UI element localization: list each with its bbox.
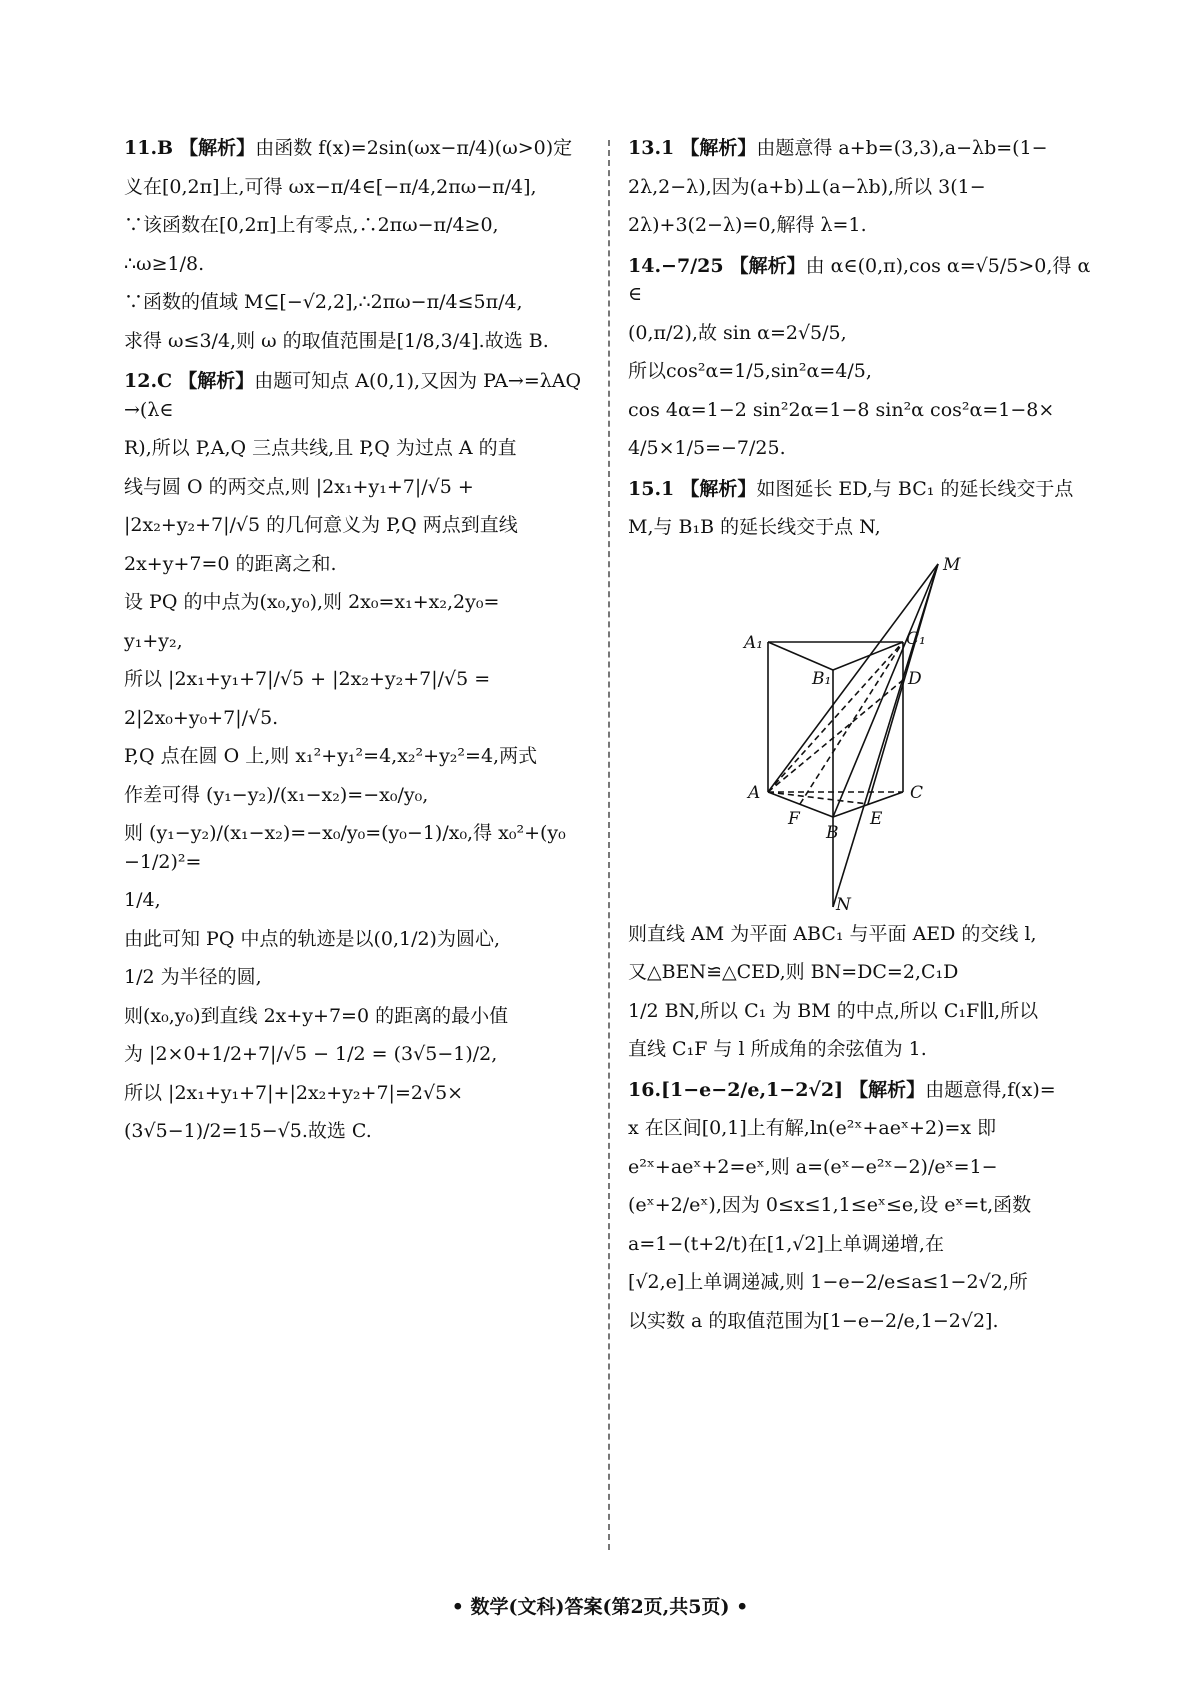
analysis-tag: 【解析】 bbox=[680, 137, 757, 159]
text-line: 由函数 f(x)=2sin(ωx−π/4)(ω>0)定 bbox=[255, 137, 573, 159]
text-line: 则 (y₁−y₂)/(x₁−x₂)=−x₀/y₀=(y₀−1)/x₀,得 x₀²+(y₀−1/2)²= bbox=[124, 822, 566, 873]
label-b: B bbox=[826, 822, 839, 843]
right-column bbox=[628, 128, 1098, 1347]
text-line: 由 α∈(0,π),cos α=√5/5>0,得 α∈ bbox=[628, 254, 1091, 305]
line-f-c1 bbox=[800, 642, 903, 804]
question-number: 15.1 bbox=[628, 477, 675, 500]
text-line: 作差可得 (y₁−y₂)/(x₁−x₂)=−x₀/y₀, bbox=[124, 783, 429, 806]
text-line: 2x+y+7=0 的距离之和. bbox=[124, 552, 337, 575]
text-line: 所以 |2x₁+y₁+7|+|2x₂+y₂+7|=2√5× bbox=[124, 1081, 464, 1104]
line-b-m bbox=[833, 564, 938, 817]
label-n: N bbox=[836, 894, 851, 912]
label-d: D bbox=[908, 668, 922, 689]
question-13 bbox=[628, 134, 1098, 240]
left-column bbox=[124, 128, 594, 1158]
text-line: ∴ω≥1/8. bbox=[124, 252, 205, 275]
text-line: 2λ)+3(2−λ)=0,解得 λ=1. bbox=[628, 214, 867, 236]
text-line: cos 4α=1−2 sin²2α=1−8 sin²α cos²α=1−8× bbox=[628, 398, 1055, 421]
analysis-tag: 【解析】 bbox=[680, 477, 757, 500]
label-e: E bbox=[870, 808, 883, 829]
edge-a1-b1 bbox=[768, 642, 833, 670]
label-m: M bbox=[943, 554, 961, 575]
text-line: 又△BEN≌△CED,则 BN=DC=2,C₁D bbox=[628, 961, 959, 983]
label-f: F bbox=[788, 808, 800, 829]
text-line: 则(x₀,y₀)到直线 2x+y+7=0 的距离的最小值 bbox=[124, 1004, 509, 1027]
analysis-tag: 【解析】 bbox=[179, 137, 256, 159]
page-footer: • 数学(文科)答案(第2页,共5页) • bbox=[451, 1596, 749, 1618]
text-line: 1/2 为半径的圆, bbox=[124, 966, 262, 988]
text-line: 所以 |2x₁+y₁+7|/√5 + |2x₂+y₂+7|/√5 = bbox=[124, 668, 491, 690]
text-line: 直线 C₁F 与 l 所成角的余弦值为 1. bbox=[628, 1038, 927, 1060]
text-line: a=1−(t+2/t)在[1,√2]上单调递增,在 bbox=[628, 1232, 944, 1255]
text-line: (eˣ+2/eˣ),因为 0≤x≤1,1≤eˣ≤e,设 eˣ=t,函数 bbox=[628, 1194, 1032, 1216]
label-c: C bbox=[910, 782, 924, 803]
text-line: 由题意得 a+b=(3,3),a−λb=(1− bbox=[756, 137, 1048, 159]
text-line: R),所以 P,A,Q 三点共线,且 P,Q 为过点 A 的直 bbox=[124, 437, 517, 459]
text-line: y₁+y₂, bbox=[124, 629, 183, 652]
text-line: P,Q 点在圆 O 上,则 x₁²+y₁²=4,x₂²+y₂²=4,两式 bbox=[124, 745, 538, 767]
text-line: 如图延长 ED,与 BC₁ 的延长线交于点 bbox=[756, 477, 1074, 500]
text-line: 2|2x₀+y₀+7|/√5. bbox=[124, 706, 279, 729]
question-16 bbox=[628, 1076, 1098, 1336]
text-line: [√2,e]上单调递减,则 1−e−2/e≤a≤1−2√2,所 bbox=[628, 1271, 1028, 1293]
text-line: 设 PQ 的中点为(x₀,y₀),则 2x₀=x₁+x₂,2y₀= bbox=[124, 591, 500, 613]
text-line: 由题意得,f(x)= bbox=[925, 1078, 1056, 1101]
question-number: 12.C bbox=[124, 370, 173, 392]
text-line: 线与圆 O 的两交点,则 |2x₁+y₁+7|/√5 + bbox=[124, 475, 474, 498]
text-line: 所以cos²α=1/5,sin²α=4/5, bbox=[628, 360, 872, 382]
text-line: 1/2 BN,所以 C₁ 为 BM 的中点,所以 C₁F∥l,所以 bbox=[628, 999, 1039, 1022]
question-12 bbox=[124, 367, 594, 1146]
text-line: 求得 ω≤3/4,则 ω 的取值范围是[1/8,3/4].故选 B. bbox=[124, 329, 549, 352]
text-line: ∵该函数在[0,2π]上有零点,∴2πω−π/4≥0, bbox=[124, 214, 499, 236]
text-line: 义在[0,2π]上,可得 ωx−π/4∈[−π/4,2πω−π/4], bbox=[124, 175, 537, 198]
text-line: M,与 B₁B 的延长线交于点 N, bbox=[628, 516, 881, 538]
question-14 bbox=[628, 252, 1098, 463]
question-15 bbox=[628, 475, 1098, 1064]
question-number: 11.B bbox=[124, 137, 174, 159]
text-line: ∵函数的值域 M⊆[−√2,2],∴2πω−π/4≤5π/4, bbox=[124, 291, 523, 313]
question-number: 14.−7/25 bbox=[628, 254, 724, 277]
text-line: 为 |2×0+1/2+7|/√5 − 1/2 = (3√5−1)/2, bbox=[124, 1043, 498, 1065]
text-line: |2x₂+y₂+7|/√5 的几何意义为 P,Q 两点到直线 bbox=[124, 514, 518, 536]
prism-figure bbox=[738, 552, 1038, 912]
label-b1: B₁ bbox=[812, 668, 832, 689]
analysis-tag: 【解析】 bbox=[729, 254, 806, 277]
text-line: 以实数 a 的取值范围为[1−e−2/e,1−2√2]. bbox=[628, 1309, 999, 1332]
question-11 bbox=[124, 134, 594, 355]
question-number: 13.1 bbox=[628, 137, 675, 159]
text-line: 4/5×1/5=−7/25. bbox=[628, 437, 786, 459]
line-a-c1 bbox=[768, 642, 903, 792]
text-line: (0,π/2),故 sin α=2√5/5, bbox=[628, 321, 847, 344]
analysis-tag: 【解析】 bbox=[849, 1078, 926, 1101]
text-line: 2λ,2−λ),因为(a+b)⊥(a−λb),所以 3(1− bbox=[628, 175, 986, 198]
label-c1: C₁ bbox=[906, 628, 926, 649]
label-a: A bbox=[748, 782, 761, 803]
text-line: e²ˣ+aeˣ+2=eˣ,则 a=(eˣ−e²ˣ−2)/eˣ=1− bbox=[628, 1155, 998, 1178]
edge-b-c bbox=[833, 792, 903, 817]
column-divider bbox=[608, 140, 610, 1550]
question-number: 16.[1−e−2/e,1−2√2] bbox=[628, 1078, 844, 1101]
text-line: 由题可知点 A(0,1),又因为 PA→=λAQ→(λ∈ bbox=[124, 370, 582, 421]
text-line: 1/4, bbox=[124, 889, 161, 911]
text-line: x 在区间[0,1]上有解,ln(e²ˣ+aeˣ+2)=x 即 bbox=[628, 1117, 997, 1139]
label-a1: A₁ bbox=[744, 632, 764, 653]
analysis-tag: 【解析】 bbox=[178, 370, 255, 392]
text-line: 由此可知 PQ 中点的轨迹是以(0,1/2)为圆心, bbox=[124, 927, 501, 950]
text-line: (3√5−1)/2=15−√5.故选 C. bbox=[124, 1120, 372, 1142]
text-line: 则直线 AM 为平面 ABC₁ 与平面 AED 的交线 l, bbox=[628, 922, 1037, 945]
edge-b1-c1 bbox=[833, 642, 903, 670]
